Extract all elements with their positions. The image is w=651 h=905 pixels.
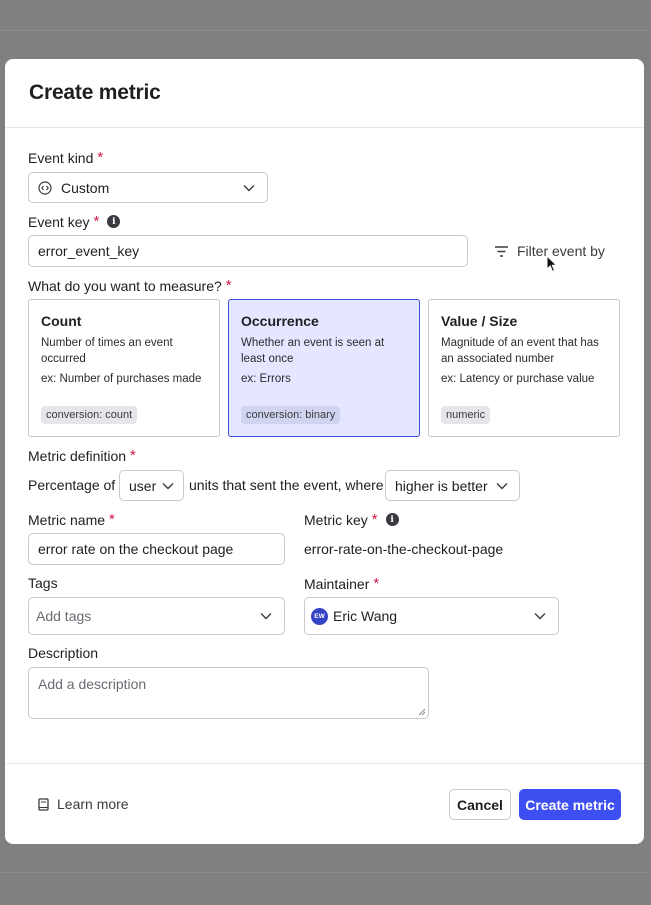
metric-key-label-text: Metric key [304, 511, 368, 528]
description-textarea[interactable] [28, 667, 429, 719]
card-badge: conversion: count [41, 406, 137, 424]
metric-name-value: error rate on the checkout page [38, 541, 234, 557]
event-key-label-text: Event key [28, 213, 90, 230]
tags-placeholder: Add tags [36, 608, 92, 624]
tags-label [28, 575, 58, 591]
metric-key-value: error-rate-on-the-checkout-page [304, 541, 504, 557]
card-badge: conversion: binary [241, 406, 340, 424]
dialog-title: Create metric [29, 81, 161, 104]
measure-label [28, 277, 232, 294]
maintainer-name: Eric Wang [333, 608, 398, 624]
required-mark: * [225, 277, 232, 294]
book-icon [38, 798, 49, 811]
learn-more-label: Learn more [57, 796, 129, 812]
chevron-down-icon [534, 612, 546, 620]
card-description: Magnitude of an event that has an associated number [441, 337, 599, 365]
description-placeholder: Add a description [38, 676, 147, 692]
card-description: Number of times an event occurred [41, 337, 173, 365]
metric-key-label [304, 511, 399, 528]
event-kind-select[interactable] [28, 172, 268, 203]
learn-more-link[interactable] [38, 796, 129, 812]
direction-select[interactable] [385, 470, 520, 501]
resize-handle-icon[interactable] [418, 708, 426, 716]
avatar: EW [311, 608, 328, 625]
definition-middle: units that sent the event, where [189, 477, 384, 493]
dialog-header [5, 59, 644, 128]
card-title: Count [41, 313, 82, 329]
metric-name-label [28, 511, 115, 528]
metric-definition-label [28, 447, 136, 464]
card-description: Whether an event is seen at least once [241, 337, 385, 365]
card-example: ex: Errors [241, 373, 291, 385]
filter-icon [494, 246, 509, 257]
filter-event-label: Filter event by [517, 243, 605, 259]
event-kind-label [28, 149, 103, 166]
event-key-input[interactable] [28, 235, 468, 267]
maintainer-label [304, 575, 379, 592]
maintainer-select[interactable] [304, 597, 559, 635]
measure-card-count[interactable] [28, 299, 220, 437]
info-icon[interactable]: i [107, 215, 120, 228]
unit-value: user [129, 477, 157, 494]
event-key-label [28, 213, 120, 230]
metric-name-label-text: Metric name [28, 511, 106, 528]
description-label [28, 645, 98, 661]
unit-select[interactable] [119, 470, 184, 501]
measure-card-occurrence[interactable] [228, 299, 420, 437]
required-mark: * [373, 575, 380, 592]
dialog-footer [5, 763, 644, 844]
tags-label-text: Tags [28, 575, 58, 591]
card-example: ex: Latency or purchase value [441, 373, 595, 385]
required-mark: * [130, 447, 136, 464]
required-mark: * [371, 511, 378, 528]
required-mark: * [109, 511, 115, 528]
card-title: Value / Size [441, 313, 518, 329]
cancel-button[interactable]: Cancel [449, 789, 511, 820]
measure-card-value-size[interactable] [428, 299, 620, 437]
code-circle-icon [38, 181, 52, 195]
chevron-down-icon [496, 482, 508, 490]
create-metric-button[interactable]: Create metric [519, 789, 621, 820]
required-mark: * [97, 149, 104, 166]
metric-definition-label-text: Metric definition [28, 447, 127, 464]
backdrop-divider [0, 30, 651, 31]
event-kind-label-text: Event kind [28, 149, 94, 166]
backdrop-divider [0, 872, 651, 873]
direction-value: higher is better [395, 477, 488, 494]
info-icon[interactable]: i [386, 513, 399, 526]
card-title: Occurrence [241, 313, 319, 329]
description-label-text: Description [28, 645, 99, 661]
event-key-value: error_event_key [38, 243, 140, 259]
card-badge: numeric [441, 406, 490, 424]
tags-select[interactable] [28, 597, 285, 635]
chevron-down-icon [260, 612, 272, 620]
create-metric-dialog [5, 59, 644, 844]
maintainer-label-text: Maintainer [304, 575, 370, 592]
event-kind-value: Custom [61, 179, 110, 196]
measure-label-text: What do you want to measure? [28, 277, 222, 294]
required-mark: * [93, 213, 100, 230]
metric-name-input[interactable] [28, 533, 285, 565]
chevron-down-icon [162, 482, 174, 490]
definition-prefix: Percentage of [28, 477, 116, 493]
card-example: ex: Number of purchases made [41, 373, 202, 385]
mouse-cursor-icon [546, 255, 558, 273]
chevron-down-icon [243, 184, 255, 192]
